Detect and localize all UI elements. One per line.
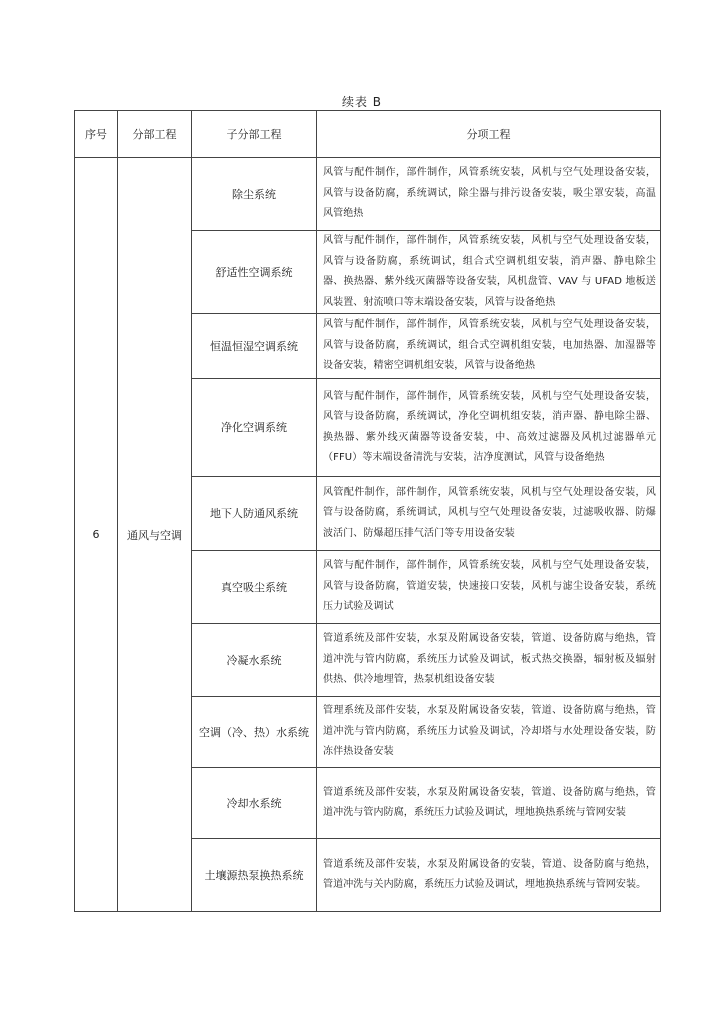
item-cell: 管道系统及部件安装，水泵及附属设备安装，管道、设备防腐与绝热，管道冲洗与管内防腐，系统压力试验及调试，埋地换热系统与管网安装 bbox=[317, 768, 661, 839]
item-cell: 管理系统及部件安装，水泵及附属设备安装，管道、设备防腐与绝热，管道冲洗与管内防腐，系统压力试验及调试，冷却塔与水处理设备安装，防冻伴热设备安装 bbox=[317, 697, 661, 768]
sub-cell: 冷却水系统 bbox=[192, 768, 317, 839]
header-sub: 子分部工程 bbox=[192, 111, 317, 158]
header-row bbox=[75, 111, 661, 158]
item-cell: 风管与配件制作，部件制作，风管系统安装，风机与空气处理设备安装，风管与设备防腐，系统调试，组合式空调机组安装，电加热器、加湿器等设备安装，精密空调机组安装，风管与设备绝热 bbox=[317, 314, 661, 379]
sub-cell: 除尘系统 bbox=[192, 158, 317, 231]
item-cell: 管道系统及部件安装，水泵及附属设备安装，管道、设备防腐与绝热，管道冲洗与管内防腐，系统压力试验及调试，板式热交换器，辐射板及辐射供热、供冷地埋管，热泵机组设备安装 bbox=[317, 624, 661, 697]
sub-cell: 空调（冷、热）水系统 bbox=[192, 697, 317, 768]
item-cell: 风管与配件制作，部件制作，风管系统安装，风机与空气处理设备安装，风管与设备防腐，管道安装，快速接口安装，风机与滤尘设备安装，系统压力试验及调试 bbox=[317, 551, 661, 624]
table-row bbox=[75, 158, 661, 231]
item-cell: 风管与配件制作，部件制作，风管系统安装，风机与空气处理设备安装，风管与设备防腐，系统调试，净化空调机组安装，消声器、静电除尘器、换热器、紫外线灭菌器等设备安装，中、高效过滤器及风机过滤器单元（FFU）等末端设备清洗与安装，洁净度测试，风管与设备绝热 bbox=[317, 379, 661, 477]
project-division-table bbox=[74, 110, 661, 912]
sub-cell: 地下人防通风系统 bbox=[192, 477, 317, 551]
part-cell: 通风与空调 bbox=[118, 158, 192, 912]
seq-cell: 6 bbox=[75, 158, 118, 912]
sub-cell: 真空吸尘系统 bbox=[192, 551, 317, 624]
item-cell: 风管与配件制作，部件制作，风管系统安装，风机与空气处理设备安装，风管与设备防腐，系统调试，除尘器与排污设备安装，吸尘罩安装，高温风管绝热 bbox=[317, 158, 661, 231]
header-item: 分项工程 bbox=[317, 111, 661, 158]
sub-cell: 土壤源热泵换热系统 bbox=[192, 839, 317, 912]
sub-cell: 恒温恒湿空调系统 bbox=[192, 314, 317, 379]
header-part: 分部工程 bbox=[118, 111, 192, 158]
item-cell: 风管配件制作，部件制作，风管系统安装，风机与空气处理设备安装，风管与设备防腐，系统调试，风机与空气处理设备安装，过滤吸收器、防爆波活门、防爆超压排气活门等专用设备安装 bbox=[317, 477, 661, 551]
item-cell: 风管与配件制作，部件制作，风管系统安装，风机与空气处理设备安装，风管与设备防腐，系统调试，组合式空调机组安装，消声器、静电除尘器、换热器、紫外线灭菌器等设备安装，风机盘管、VAV 与 UFAD 地板送风装置、射流喷口等末端设备安装，风管与设备绝热 bbox=[317, 231, 661, 314]
sub-cell: 舒适性空调系统 bbox=[192, 231, 317, 314]
item-cell: 管道系统及部件安装，水泵及附属设备的安装，管道、设备防腐与绝热，管道冲洗与关内防腐，系统压力试验及调试，埋地换热系统与管网安装。 bbox=[317, 839, 661, 912]
table-caption: 续表 B bbox=[341, 95, 383, 109]
sub-cell: 冷凝水系统 bbox=[192, 624, 317, 697]
sub-cell: 净化空调系统 bbox=[192, 379, 317, 477]
header-seq: 序号 bbox=[75, 111, 118, 158]
